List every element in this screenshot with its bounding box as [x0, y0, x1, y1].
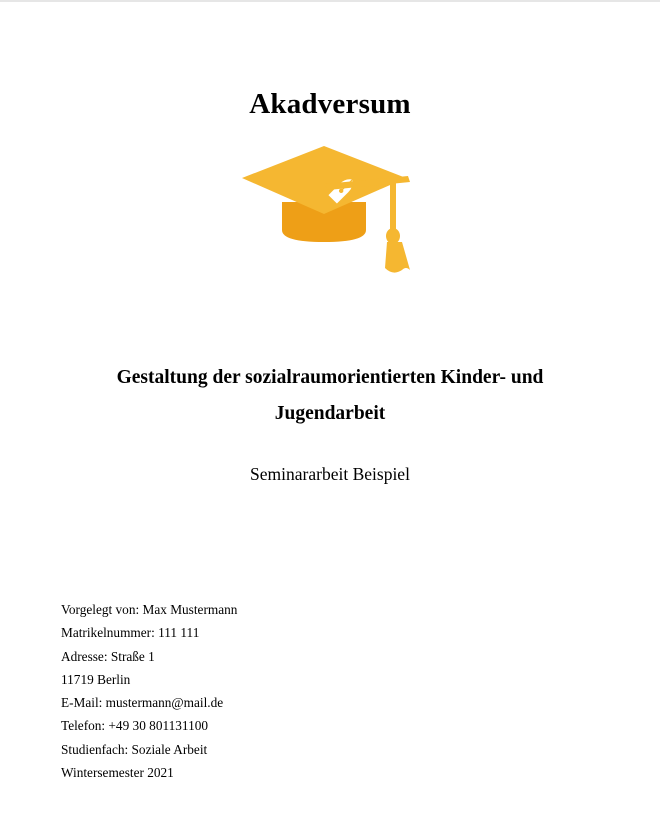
- info-address: Adresse: Straße 1: [61, 648, 155, 664]
- info-author: Vorgelegt von: Max Mustermann: [61, 602, 238, 617]
- info-email: E-Mail: mustermann@mail.de: [61, 695, 224, 711]
- info-phone: Telefon: +49 30 801131100: [61, 718, 209, 734]
- brand-title: Akadversum: [249, 88, 411, 120]
- author-info-block: [61, 598, 461, 784]
- thesis-title: [60, 360, 600, 432]
- document-type: Seminararbeit Beispiel: [250, 464, 410, 484]
- graduation-cap-logo-icon: [238, 142, 422, 282]
- info-subject: Studienfach: Soziale Arbeit: [61, 741, 208, 757]
- thesis-title-line-2: Jugendarbeit: [274, 403, 386, 424]
- thesis-title-line-1: Gestaltung der sozialraumorientierten Kinder- und: [116, 367, 544, 388]
- info-matriculation-number: Matrikelnummer: 111 111: [61, 625, 200, 641]
- info-city: 11719 Berlin: [61, 671, 131, 687]
- page-top-edge: [0, 0, 660, 2]
- info-semester: Wintersemester 2021: [61, 765, 174, 781]
